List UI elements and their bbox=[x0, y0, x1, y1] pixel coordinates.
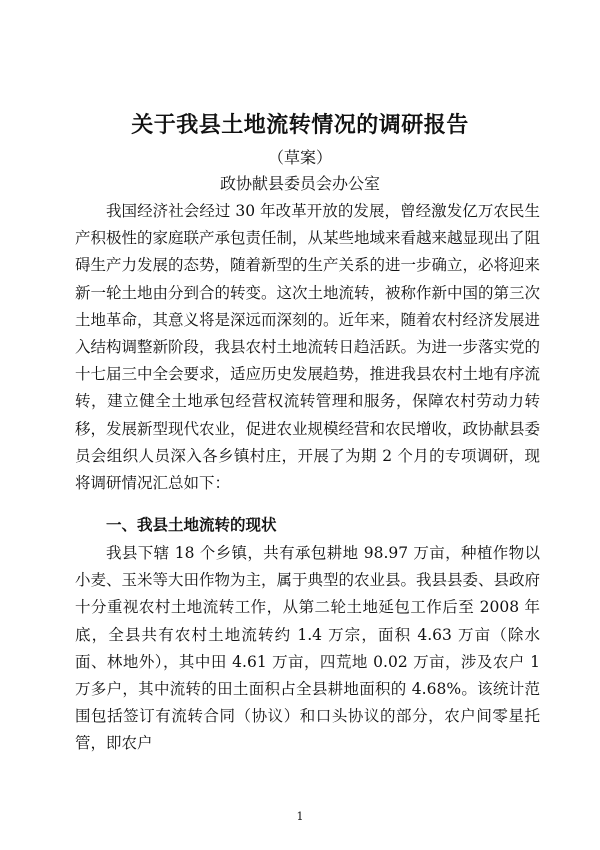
intro-paragraph: 我国经济社会经过 30 年改革开放的发展，曾经激发亿万农民生产积极性的家庭联产承包责任制，从某些地域来看越来越显现出了阻碍生产力发展的态势，随着新型的生产关系的进一步确立，必将迎来新一轮土地由分到合的转变。这次土地流转，被称作新中国的第三次土地革命，其意义将是深远而深刻的。近年来，随着农村经济发展进入结构调整新阶段，我县农村土地流转日趋活跃。为进一步落实党的十七届三中全会要求，适应历史发展趋势，推进我县农村土地有序流转，建立健全土地承包经营权流转管理和服务，保障农村劳动力转移，发展新型现代农业，促进农业规模经营和农民增收，政协献县委员会组织人员深入各乡镇村庄，开展了为期 2 个月的专项调研，现将调研情况汇总如下： bbox=[75, 202, 541, 493]
document-title: 关于我县土地流转情况的调研报告 bbox=[131, 112, 469, 138]
document-subtitle: （草案） bbox=[267, 148, 332, 167]
document-author: 政协献县委员会办公室 bbox=[219, 174, 380, 193]
page-number: 1 bbox=[296, 810, 304, 823]
section-heading: 一、我县土地流转的现状 bbox=[106, 516, 277, 534]
status-paragraph: 我县下辖 18 个乡镇，共有承包耕地 98.97 万亩，种植作物以小麦、玉米等大田作物为主，属于典型的农业县。我县县委、县政府十分重视农村土地流转工作，从第二轮土地延包工作后至 2008 年底，全县共有农村土地流转约 1.4 万宗，面积 4.63 万亩（除水面、林地外），其中田 4.61 万亩，四荒地 0.02 万亩，涉及农户 1 万多户，其中流转的田土面积占全县耕地面积的 4.68%。该统计范围包括签订有流转合同（协议）和口头协议的部分，农户间零星托管，即农户 bbox=[75, 544, 541, 753]
